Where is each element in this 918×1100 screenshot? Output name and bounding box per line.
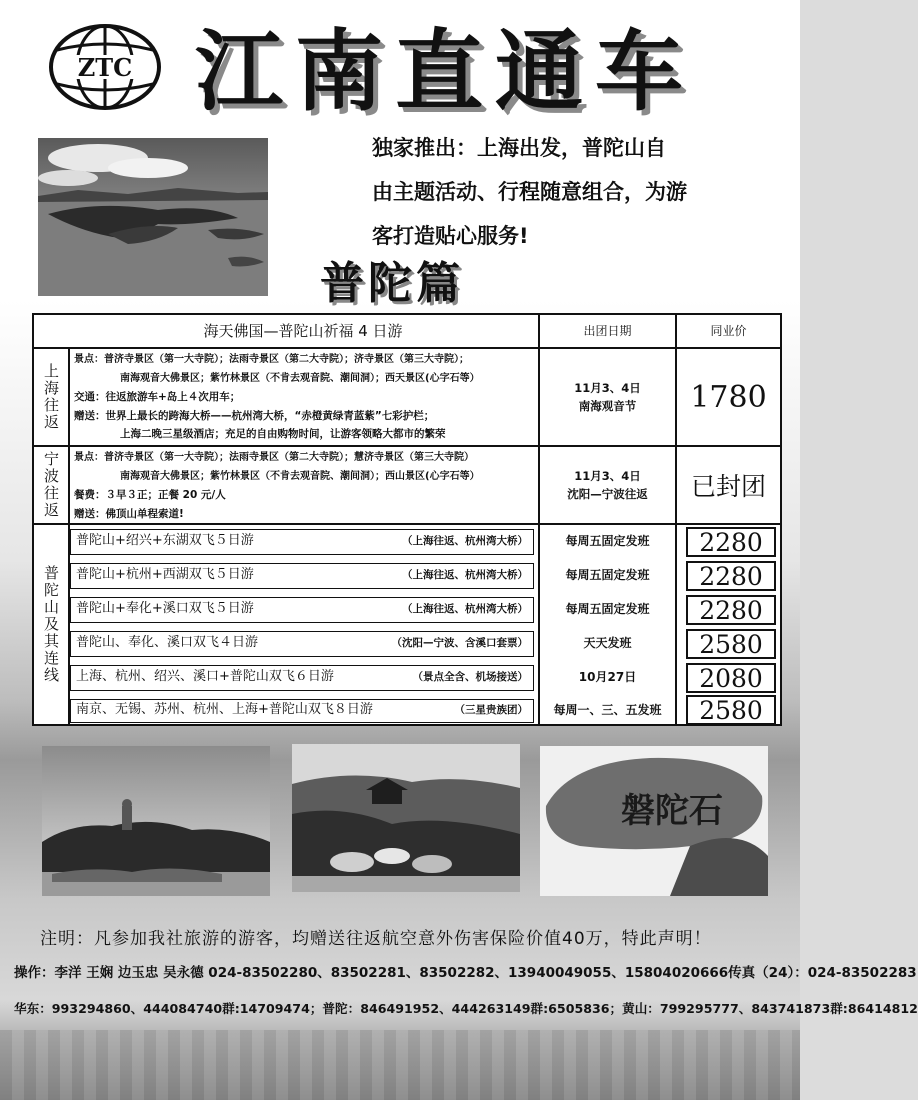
table-header-title: 海天佛国—普陀山祈福 4 日游 xyxy=(203,322,403,340)
ningbo-date: 11月3、4日 沈阳—宁波往返 xyxy=(567,469,648,501)
route-note-1: （上海往返、杭州湾大桥） xyxy=(402,535,528,547)
route-price-6: 2580 xyxy=(686,695,776,725)
promo-line-1: 独家推出：上海出发，普陀山自 xyxy=(372,136,666,160)
shanghai-details: 景点：普济寺景区（第一大寺院）；法雨寺景区（第二大寺院）；济寺景区（第三大寺院）； 南海观音大佛景区；紫竹林景区（不肯去观音院、潮间洞）；西天景区(心字石等） 交通：往返旅游车+岛上４次用车； 赠送：世界上最长的跨海大桥——杭州湾大桥，“赤橙黄绿青蓝紫”七彩护栏； 上海二晚三星级酒店；充足的自由购物时间，让游客领略大都市的繁荣 xyxy=(74,354,480,441)
table-header-price: 同业价 xyxy=(710,324,747,338)
route-name-1: 普陀山+绍兴+东湖双飞５日游 xyxy=(76,533,254,548)
brand-title: 江南直通车 xyxy=(195,19,696,123)
promo-line-2: 由主题活动、行程随意组合，为游 xyxy=(372,180,687,204)
section-title: 普陀篇 xyxy=(320,258,464,309)
route-date-3: 每周五固定发班 xyxy=(565,602,650,616)
route-note-4: （沈阳—宁波、含溪口套票） xyxy=(391,637,528,649)
itinerary-table xyxy=(32,313,782,726)
route-price-3: 2280 xyxy=(686,595,776,625)
route-date-5: 10月27日 xyxy=(578,670,637,684)
route-name-4: 普陀山、奉化、溪口双飞４日游 xyxy=(76,635,259,650)
insurance-notice: 注明：凡参加我社旅游的游客，均赠送往返航空意外伤害保险价值40万，特此声明！ xyxy=(40,929,712,949)
route-date-2: 每周五固定发班 xyxy=(565,568,650,582)
branch-contacts: 华东：993294860、444084740群:14709474；普陀：846491952、444263149群:6505836；黄山：799295777、843741873群:86414812 xyxy=(14,1001,918,1016)
pantuo-stone-photo xyxy=(540,746,768,896)
route-price-2: 2280 xyxy=(686,561,776,591)
route-note-3: （上海往返、杭州湾大桥） xyxy=(402,603,528,615)
region-extension: 普陀山及其连线 xyxy=(42,565,60,684)
route-name-2: 普陀山+杭州+西湖双飞５日游 xyxy=(76,567,254,582)
route-note-2: （上海往返、杭州湾大桥） xyxy=(402,569,528,581)
route-date-6: 每周一、三、五发班 xyxy=(553,703,662,717)
stone-inscription: 磐陀石 xyxy=(621,791,723,831)
route-note-6: （三星贵族团） xyxy=(454,704,528,716)
shanghai-date: 11月3、4日 南海观音节 xyxy=(574,381,641,413)
island-aerial-photo xyxy=(38,138,268,296)
ningbo-details: 景点：普济寺景区（第一大寺院）；法雨寺景区（第二大寺院）；慧济寺景区（第三大寺院） 南海观音大佛景区；紫竹林景区（不肯去观音院、潮间洞）；西山景区(心字石等） 餐费：３早３正；正餐 20 元/人 赠送：佛顶山单程索道! xyxy=(74,452,480,520)
route-note-5: （景点全含、机场接送） xyxy=(412,671,528,683)
route-price-1: 2280 xyxy=(686,527,776,557)
route-date-1: 每周五固定发班 xyxy=(565,534,650,548)
route-price-5: 2080 xyxy=(686,663,776,693)
ztc-logo xyxy=(48,22,163,112)
table-header-date: 出团日期 xyxy=(583,324,632,338)
route-price-4: 2580 xyxy=(686,629,776,659)
route-date-4: 天天发班 xyxy=(583,636,632,650)
route-name-5: 上海、杭州、绍兴、溪口+普陀山双飞６日游 xyxy=(76,669,334,684)
guanyin-statue-photo xyxy=(42,746,270,896)
temple-hill-photo xyxy=(292,744,520,892)
route-name-3: 普陀山+奉化+溪口双飞５日游 xyxy=(76,601,254,616)
ningbo-price: 已封团 xyxy=(690,472,766,501)
shanghai-price: 1780 xyxy=(690,379,767,415)
region-ningbo: 宁波往返 xyxy=(42,451,60,519)
logo-text: ZTC xyxy=(77,53,133,82)
region-shanghai: 上海往返 xyxy=(42,363,60,431)
route-name-6: 南京、无锡、苏州、杭州、上海+普陀山双飞８日游 xyxy=(76,702,373,717)
promo-line-3: 客打造贴心服务! xyxy=(372,224,529,248)
operator-contacts: 操作：李洋 王娴 边玉忠 吴永德 024-83502280、83502281、83502282、13940049055、15804020666传真（24）：024-83502283 xyxy=(14,965,917,981)
decorative-border xyxy=(0,1030,800,1100)
promo-text xyxy=(372,126,732,258)
